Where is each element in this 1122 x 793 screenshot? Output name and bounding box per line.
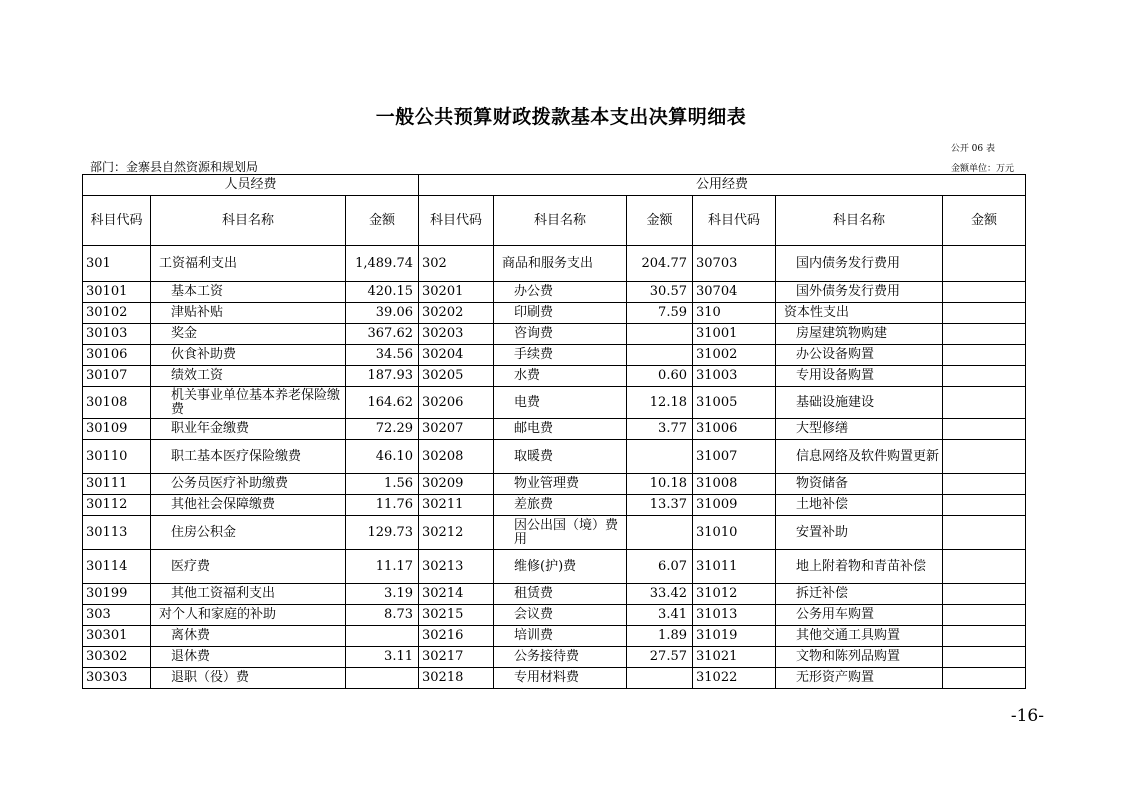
code-cell: 31013 [693,605,776,626]
table-row [83,419,1026,440]
amount-cell [943,387,1026,419]
name-cell: 其他工资福利支出 [151,584,346,605]
code-cell: 31022 [693,668,776,689]
name-cell: 绩效工资 [151,366,346,387]
code-cell: 31008 [693,474,776,495]
code-cell: 30218 [419,668,494,689]
code-cell: 30211 [419,495,494,516]
name-cell: 职工基本医疗保险缴费 [151,440,346,474]
group-header-public: 公用经费 [419,175,1026,196]
code-cell: 30207 [419,419,494,440]
code-cell: 30201 [419,282,494,303]
table-row [83,550,1026,584]
amount-cell: 187.93 [346,366,419,387]
code-cell: 30205 [419,366,494,387]
amount-cell: 129.73 [346,516,419,550]
name-cell: 专用材料费 [494,668,627,689]
name-cell: 文物和陈列品购置 [776,647,943,668]
code-cell: 303 [83,605,151,626]
name-cell: 办公设备购置 [776,345,943,366]
table-row [83,584,1026,605]
code-cell: 30112 [83,495,151,516]
name-cell: 培训费 [494,626,627,647]
name-cell: 公务接待费 [494,647,627,668]
amount-cell [943,324,1026,345]
table-row [83,303,1026,324]
name-cell: 公务员医疗补助缴费 [151,474,346,495]
name-cell: 对个人和家庭的补助 [151,605,346,626]
code-cell: 30215 [419,605,494,626]
code-cell: 31019 [693,626,776,647]
department-label: 部门：金寨县自然资源和规划局 [90,160,259,174]
code-cell: 30212 [419,516,494,550]
code-cell: 31003 [693,366,776,387]
code-cell: 30206 [419,387,494,419]
name-cell: 地上附着物和青苗补偿 [776,550,943,584]
name-cell: 工资福利支出 [151,246,346,282]
header-code-2: 科目代码 [419,196,494,246]
amount-cell [627,440,693,474]
amount-cell: 39.06 [346,303,419,324]
amount-cell [627,324,693,345]
amount-cell [943,282,1026,303]
amount-cell: 1.56 [346,474,419,495]
code-cell: 31021 [693,647,776,668]
header-name-3: 科目名称 [776,196,943,246]
amount-cell [627,345,693,366]
code-cell: 30213 [419,550,494,584]
amount-cell: 27.57 [627,647,693,668]
page-title: 一般公共预算财政拨款基本支出决算明细表 [375,106,747,128]
name-cell: 国外债务发行费用 [776,282,943,303]
code-cell: 30102 [83,303,151,324]
name-cell: 机关事业单位基本养老保险缴费 [151,387,346,419]
name-cell: 公务用车购置 [776,605,943,626]
code-cell: 30109 [83,419,151,440]
code-cell: 31011 [693,550,776,584]
name-cell: 其他社会保障缴费 [151,495,346,516]
amount-cell: 3.11 [346,647,419,668]
amount-cell [943,647,1026,668]
table-row [83,246,1026,282]
amount-cell: 1.89 [627,626,693,647]
code-cell: 31007 [693,440,776,474]
table-row [83,605,1026,626]
code-cell: 30108 [83,387,151,419]
header-name-2: 科目名称 [494,196,627,246]
amount-cell: 3.19 [346,584,419,605]
code-cell: 30217 [419,647,494,668]
name-cell: 拆迁补偿 [776,584,943,605]
header-amount-1: 金额 [346,196,419,246]
name-cell: 邮电费 [494,419,627,440]
amount-cell: 367.62 [346,324,419,345]
name-cell: 大型修缮 [776,419,943,440]
amount-cell: 72.29 [346,419,419,440]
code-cell: 30302 [83,647,151,668]
table-row [83,345,1026,366]
amount-cell [943,495,1026,516]
code-cell: 302 [419,246,494,282]
code-cell: 301 [83,246,151,282]
name-cell: 住房公积金 [151,516,346,550]
amount-cell: 0.60 [627,366,693,387]
name-cell: 专用设备购置 [776,366,943,387]
code-cell: 30208 [419,440,494,474]
code-cell: 30204 [419,345,494,366]
code-cell: 30216 [419,626,494,647]
name-cell: 土地补偿 [776,495,943,516]
amount-cell: 11.17 [346,550,419,584]
name-cell: 租赁费 [494,584,627,605]
code-cell: 30101 [83,282,151,303]
code-cell: 31002 [693,345,776,366]
amount-cell [943,419,1026,440]
name-cell: 会议费 [494,605,627,626]
name-cell: 物业管理费 [494,474,627,495]
name-cell: 咨询费 [494,324,627,345]
code-cell: 310 [693,303,776,324]
name-cell: 印刷费 [494,303,627,324]
amount-cell: 3.41 [627,605,693,626]
name-cell: 信息网络及软件购置更新 [776,440,943,474]
name-cell: 资本性支出 [776,303,943,324]
code-cell: 30704 [693,282,776,303]
name-cell: 办公费 [494,282,627,303]
name-cell: 物资储备 [776,474,943,495]
expenditure-table [82,174,1026,689]
name-cell: 基础设施建设 [776,387,943,419]
code-cell: 30214 [419,584,494,605]
amount-unit-label: 金额单位：万元 [950,164,1014,174]
name-cell: 手续费 [494,345,627,366]
amount-cell: 7.59 [627,303,693,324]
code-cell: 31010 [693,516,776,550]
amount-cell: 10.18 [627,474,693,495]
amount-cell [943,626,1026,647]
amount-cell: 420.15 [346,282,419,303]
code-cell: 31009 [693,495,776,516]
code-cell: 30202 [419,303,494,324]
table-row [83,324,1026,345]
amount-cell [943,246,1026,282]
code-cell: 30110 [83,440,151,474]
amount-cell: 12.18 [627,387,693,419]
amount-cell: 1,489.74 [346,246,419,282]
amount-cell [943,668,1026,689]
amount-cell: 164.62 [346,387,419,419]
code-cell: 30301 [83,626,151,647]
name-cell: 津贴补贴 [151,303,346,324]
name-cell: 安置补助 [776,516,943,550]
name-cell: 退休费 [151,647,346,668]
amount-cell [943,345,1026,366]
header-code-3: 科目代码 [693,196,776,246]
amount-cell: 8.73 [346,605,419,626]
amount-cell: 34.56 [346,345,419,366]
code-cell: 30103 [83,324,151,345]
name-cell: 差旅费 [494,495,627,516]
code-cell: 30113 [83,516,151,550]
name-cell: 商品和服务支出 [494,246,627,282]
code-cell: 30114 [83,550,151,584]
table-row [83,668,1026,689]
header-amount-3: 金额 [943,196,1026,246]
amount-cell: 30.57 [627,282,693,303]
code-cell: 30199 [83,584,151,605]
table-row [83,282,1026,303]
name-cell: 房屋建筑物购建 [776,324,943,345]
name-cell: 基本工资 [151,282,346,303]
amount-cell [943,440,1026,474]
name-cell: 电费 [494,387,627,419]
code-cell: 30209 [419,474,494,495]
amount-cell [943,474,1026,495]
table-row [83,474,1026,495]
amount-cell [943,550,1026,584]
code-cell: 30106 [83,345,151,366]
code-cell: 30703 [693,246,776,282]
name-cell: 退职（役）费 [151,668,346,689]
code-cell: 30107 [83,366,151,387]
table-row [83,366,1026,387]
code-cell: 31005 [693,387,776,419]
amount-cell [346,626,419,647]
table-row [83,495,1026,516]
code-cell: 31012 [693,584,776,605]
name-cell: 医疗费 [151,550,346,584]
header-amount-2: 金额 [627,196,693,246]
amount-cell: 3.77 [627,419,693,440]
amount-cell [627,516,693,550]
amount-cell: 13.37 [627,495,693,516]
code-cell: 30303 [83,668,151,689]
name-cell: 离休费 [151,626,346,647]
name-cell: 因公出国（境）费用 [494,516,627,550]
table-row [83,516,1026,550]
table-number: 公开 06 表 [950,144,995,154]
amount-cell [943,366,1026,387]
name-cell: 伙食补助费 [151,345,346,366]
amount-cell: 46.10 [346,440,419,474]
code-cell: 31006 [693,419,776,440]
code-cell: 30203 [419,324,494,345]
name-cell: 奖金 [151,324,346,345]
amount-cell [943,584,1026,605]
amount-cell [627,668,693,689]
header-name-1: 科目名称 [151,196,346,246]
amount-cell [346,668,419,689]
table-row [83,626,1026,647]
amount-cell: 11.76 [346,495,419,516]
name-cell: 取暖费 [494,440,627,474]
name-cell: 国内债务发行费用 [776,246,943,282]
name-cell: 维修(护)费 [494,550,627,584]
name-cell: 无形资产购置 [776,668,943,689]
table-row [83,440,1026,474]
name-cell: 水费 [494,366,627,387]
amount-cell [943,303,1026,324]
name-cell: 其他交通工具购置 [776,626,943,647]
amount-cell [943,605,1026,626]
amount-cell: 6.07 [627,550,693,584]
table-row [83,647,1026,668]
table-row [83,387,1026,419]
amount-cell: 33.42 [627,584,693,605]
group-header-personnel: 人员经费 [83,175,419,196]
amount-cell: 204.77 [627,246,693,282]
code-cell: 30111 [83,474,151,495]
header-code-1: 科目代码 [83,196,151,246]
page-number: -16- [1010,706,1044,726]
name-cell: 职业年金缴费 [151,419,346,440]
amount-cell [943,516,1026,550]
code-cell: 31001 [693,324,776,345]
